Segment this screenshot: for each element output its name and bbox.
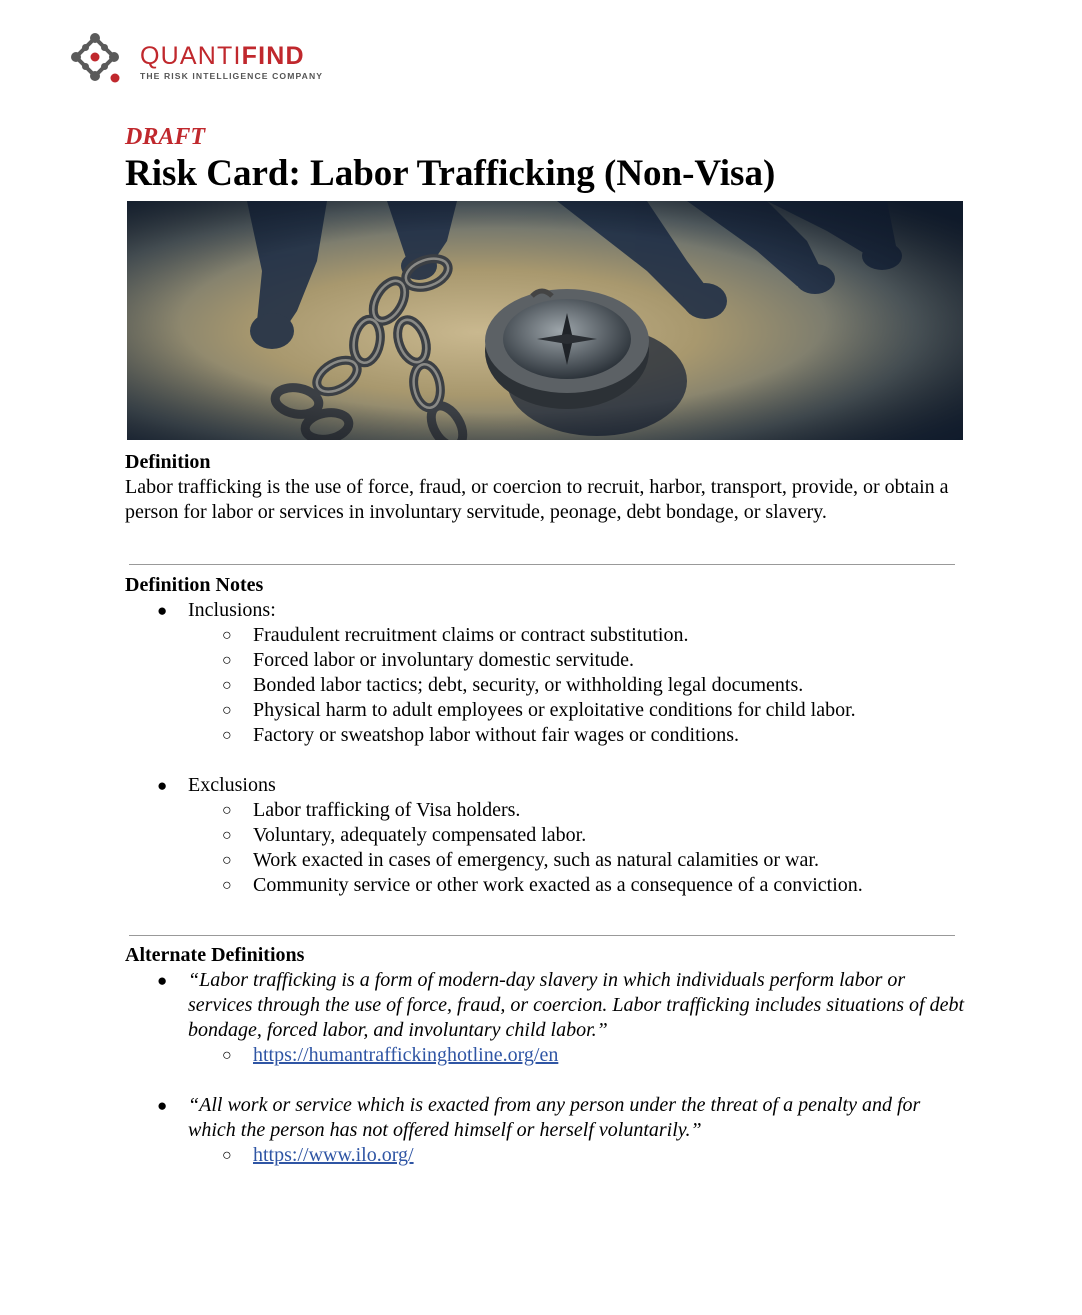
inclusions-item — [125, 598, 965, 773]
alternate-definitions-section — [125, 943, 965, 1168]
company-logo — [68, 32, 328, 88]
company-name: QUANTIFIND — [140, 42, 305, 70]
exclusion-item: ○ Voluntary, adequately compensated labor. — [125, 823, 965, 848]
exclusions-item — [125, 773, 965, 898]
chain-compass-shadows-image — [127, 201, 963, 440]
inclusion-item: ○ Forced labor or involuntary domestic servitude. — [125, 648, 965, 673]
inclusion-item: ○ Fraudulent recruitment claims or contract substitution. — [125, 623, 965, 648]
alternate-definition-item — [125, 1093, 965, 1168]
quantifind-logo-icon — [68, 32, 124, 88]
alternate-definition-quote: “Labor trafficking is a form of modern-day slavery in which individuals perform labor or services through the use of force, fraud, or coercion. Labor trafficking includes situations of debt bondage, forced labor, and involuntary child labor.” — [188, 969, 965, 1041]
definition-section — [125, 450, 965, 525]
draft-label: DRAFT — [125, 124, 206, 150]
definition-notes-heading: Definition Notes — [125, 574, 264, 596]
section-divider — [129, 564, 955, 565]
hero-image — [127, 201, 963, 440]
inclusion-item: ○ Bonded labor tactics; debt, security, or withholding legal documents. — [125, 673, 965, 698]
section-divider — [129, 935, 955, 936]
source-link-item — [125, 1043, 965, 1068]
exclusions-label: Exclusions — [188, 774, 276, 796]
company-tagline: THE RISK INTELLIGENCE COMPANY — [140, 71, 324, 81]
inclusions-label: Inclusions: — [188, 599, 276, 621]
source-link[interactable]: https://www.ilo.org/ — [253, 1144, 414, 1166]
exclusion-item: ○ Work exacted in cases of emergency, such as natural calamities or war. — [125, 848, 965, 873]
definition-text: Labor trafficking is the use of force, fraud, or coercion to recruit, harbor, transport, provide, or obtain a person for labor or services in involuntary servitude, peonage, debt bondage, or slavery. — [125, 476, 949, 523]
definition-notes-section — [125, 573, 965, 898]
alternate-definitions-heading: Alternate Definitions — [125, 944, 305, 966]
inclusion-item: ○ Factory or sweatshop labor without fair wages or conditions. — [125, 723, 965, 748]
source-link-item — [125, 1143, 965, 1168]
definition-heading: Definition — [125, 451, 211, 473]
alternate-definition-quote: “All work or service which is exacted from any person under the threat of a penalty and for which the person has not offered himself or herself voluntarily.” — [188, 1094, 921, 1141]
exclusion-item: ○ Labor trafficking of Visa holders. — [125, 798, 965, 823]
exclusion-item: ○ Community service or other work exacted as a consequence of a conviction. — [125, 873, 965, 898]
alternate-definition-item — [125, 968, 965, 1093]
source-link[interactable]: https://humantraffickinghotline.org/en — [253, 1044, 559, 1066]
page-title: Risk Card: Labor Trafficking (Non-Visa) — [125, 153, 776, 194]
inclusion-item: ○ Physical harm to adult employees or exploitative conditions for child labor. — [125, 698, 965, 723]
